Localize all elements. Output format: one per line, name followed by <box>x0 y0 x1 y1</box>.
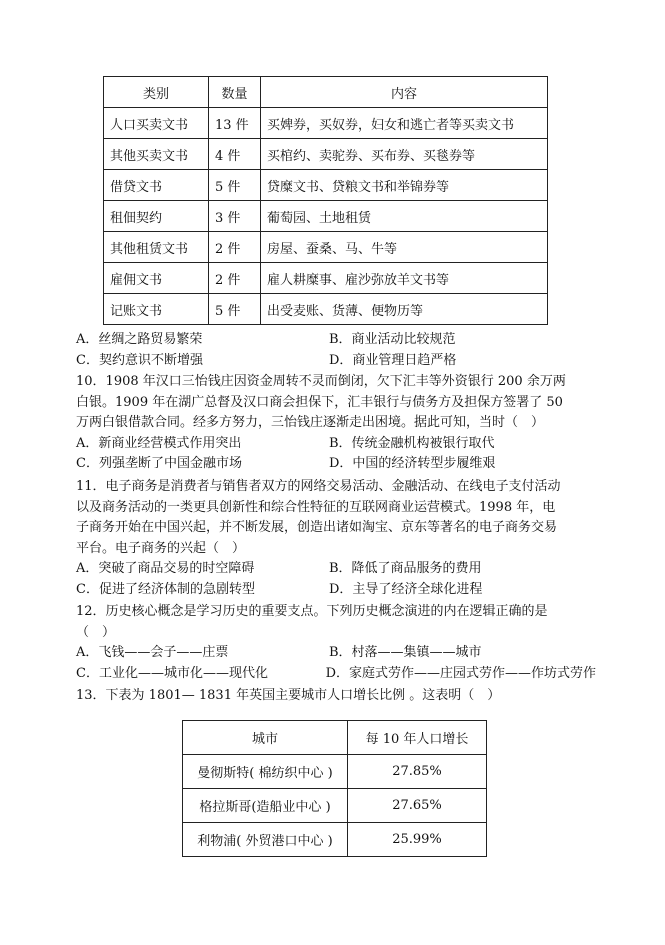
table-cell: 5 件 <box>209 294 261 325</box>
table-cell: 5 件 <box>209 170 261 201</box>
option-c: C．契约意识不断增强 <box>76 352 203 368</box>
table-row <box>104 294 548 325</box>
table-cell: 利物浦( 外贸港口中心 ) <box>183 823 348 857</box>
table-cell: 25.99% <box>348 823 487 857</box>
option-b: B．商业活动比较规范 <box>329 332 456 347</box>
table-cell: 记账文书 <box>104 294 209 325</box>
question-stem-line: 子商务开始在中国兴起，并不断发展，创造出诸如淘宝、京东等著名的电子商务交易 <box>76 520 558 536</box>
table-cell: 3 件 <box>209 201 261 232</box>
table-cell: 买棺约、卖驼券、买布券、买毯券等 <box>261 139 548 170</box>
table-cell: 其他租赁文书 <box>104 232 209 263</box>
option-c: C．促进了经济体制的急剧转型 <box>76 581 255 597</box>
table-row <box>104 170 548 201</box>
column-header: 每 10 年人口增长 <box>348 721 487 755</box>
table-cell: 2 件 <box>209 232 261 263</box>
table-row <box>104 232 548 263</box>
table-row <box>183 789 487 823</box>
table-cell: 人口买卖文书 <box>104 108 209 139</box>
question-10 <box>76 372 596 475</box>
column-header: 类别 <box>104 77 209 108</box>
table-cell: 葡萄园、土地租赁 <box>261 201 548 232</box>
option-b: B．村落——集镇——城市 <box>329 645 482 661</box>
table-row <box>104 201 548 232</box>
option-d: D．中国的经济转型步履维艰 <box>329 456 496 472</box>
table-cell: 租佃契约 <box>104 201 209 232</box>
column-header: 城市 <box>183 721 348 755</box>
question-stem-line: 10．1908 年汉口三怡钱庄因资金周转不灵而倒闭，欠下汇丰等外资银行 200 余万两 <box>76 374 566 389</box>
table-cell: 13 件 <box>209 108 261 139</box>
table-cell: 曼彻斯特( 棉纺织中心 ) <box>183 755 348 789</box>
option-c: C．工业化——城市化——现代化 <box>76 665 268 681</box>
document-table-1 <box>103 76 548 325</box>
table-header-row <box>104 77 548 108</box>
table-row <box>104 263 548 294</box>
table-row <box>183 755 487 789</box>
table-cell: 格拉斯哥(造船业中心 ) <box>183 789 348 823</box>
question-stem-line: （ ） <box>76 624 116 640</box>
option-a: A．飞钱——会子——庄票 <box>76 645 229 661</box>
question-12 <box>76 602 596 684</box>
document-table-2 <box>182 720 487 857</box>
table-cell: 雇佣文书 <box>104 263 209 294</box>
table-cell: 27.85% <box>348 755 487 789</box>
option-a: A．突破了商品交易的时空障碍 <box>76 561 255 577</box>
question-9-options <box>76 330 596 371</box>
column-header: 数量 <box>209 77 261 108</box>
question-stem-line: 12．历史核心概念是学习历史的重要支点。下列历史概念演进的内在逻辑正确的是 <box>76 604 548 619</box>
question-13 <box>76 686 596 707</box>
question-stem-line: 11．电子商务是消费者与销售者双方的网络交易活动、金融活动、在线电子支付活动 <box>76 479 561 494</box>
table-cell: 借贷文书 <box>104 170 209 201</box>
table-cell: 雇人耕糜事、雇沙弥放羊文书等 <box>261 263 548 294</box>
question-stem-line: 白银。1909 年在湖广总督及汉口商会担保下，汇丰银行与债务方及担保方签署了 50 <box>76 394 563 410</box>
question-stem-line: 万两白银借款合同。经多方努力，三怡钱庄逐渐走出困境。据此可知，当时（ ） <box>76 415 545 431</box>
table-cell: 房屋、蚕桑、马、牛等 <box>261 232 548 263</box>
table-cell: 2 件 <box>209 263 261 294</box>
option-d: D．家庭式劳作——庄园式劳作——作坊式劳作 <box>325 665 596 681</box>
table-cell: 贷糜文书、贷粮文书和举锦券等 <box>261 170 548 201</box>
question-stem-line: 平台。电子商务的兴起（ ） <box>76 540 246 556</box>
table-cell: 其他买卖文书 <box>104 139 209 170</box>
question-stem-line: 13．下表为 1801— 1831 年英国主要城市人口增长比例 。这表明（ ） <box>76 688 501 703</box>
option-a: A．丝绸之路贸易繁荣 <box>76 332 203 347</box>
table-row <box>104 139 548 170</box>
option-b: B．传统金融机构被银行取代 <box>329 435 495 451</box>
table-cell: 4 件 <box>209 139 261 170</box>
table-cell: 出受麦账、货薄、便物历等 <box>261 294 548 325</box>
table-header-row <box>183 721 487 755</box>
table-cell: 27.65% <box>348 789 487 823</box>
option-a: A．新商业经营模式作用突出 <box>76 435 242 451</box>
question-stem-line: 以及商务活动的一类更具创新性和综合性特征的互联网商业运营模式。1998 年，电 <box>76 499 556 515</box>
option-c: C．列强垄断了中国金融市场 <box>76 456 242 472</box>
column-header: 内容 <box>261 77 548 108</box>
option-b: B．降低了商品服务的费用 <box>329 561 482 577</box>
table-row <box>183 823 487 857</box>
table-row <box>104 108 548 139</box>
table-cell: 买婢券，买奴券，妇女和逃亡者等买卖文书 <box>261 108 548 139</box>
question-11 <box>76 477 596 601</box>
option-d: D．主导了经济全球化进程 <box>329 581 483 597</box>
option-d: D．商业管理日趋严格 <box>329 352 457 368</box>
